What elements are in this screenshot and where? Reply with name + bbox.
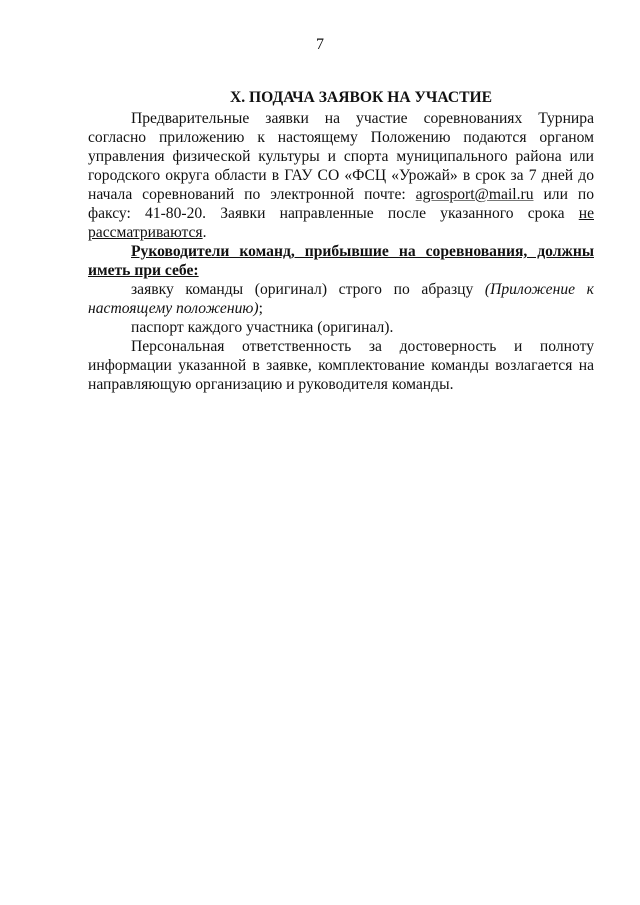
email-link[interactable]: agrosport@mail.ru <box>415 186 534 203</box>
bold-underlined-text: Руководители команд, прибывшие на соревнования, должны иметь при себе: <box>88 243 594 279</box>
paragraph-preliminary-applications <box>88 109 594 242</box>
paragraph-text: или по факсу: 41-80-20. Заявки направленные после указанного срока <box>88 186 594 222</box>
paragraph-text: . <box>202 224 207 241</box>
paragraph-team-leaders <box>88 242 594 280</box>
italic-reference: (Приложение к настоящему положению) <box>88 281 594 317</box>
paragraph-text: ; <box>258 300 263 317</box>
paragraph-responsibility <box>88 337 594 394</box>
document-body <box>88 88 594 394</box>
paragraph-team-application <box>88 280 594 318</box>
paragraph-text: Персональная ответственность за достоверность и полноту информации указанной в заявке, комплектование команды возлагается на направляющую организацию и руководителя команды. <box>88 338 594 393</box>
page-number: 7 <box>316 36 324 53</box>
paragraph-text: паспорт каждого участника (оригинал). <box>131 319 394 336</box>
paragraph-passport <box>88 318 594 337</box>
paragraph-text: заявку команды (оригинал) строго по абразцу <box>131 281 485 298</box>
paragraph-text: Предварительные заявки на участие соревнованиях Турнира согласно приложению к настоящему Положению подаются органом управления физической культуры и спорта муниципального района или городского округа области в ГАУ СО «ФСЦ «Урожай» в срок за 7 дней до начала соревнований по электронной почте: <box>88 110 594 203</box>
underlined-phrase: не рассматриваются <box>88 205 594 241</box>
section-title: X. ПОДАЧА ЗАЯВОК НА УЧАСТИЕ <box>229 89 493 106</box>
